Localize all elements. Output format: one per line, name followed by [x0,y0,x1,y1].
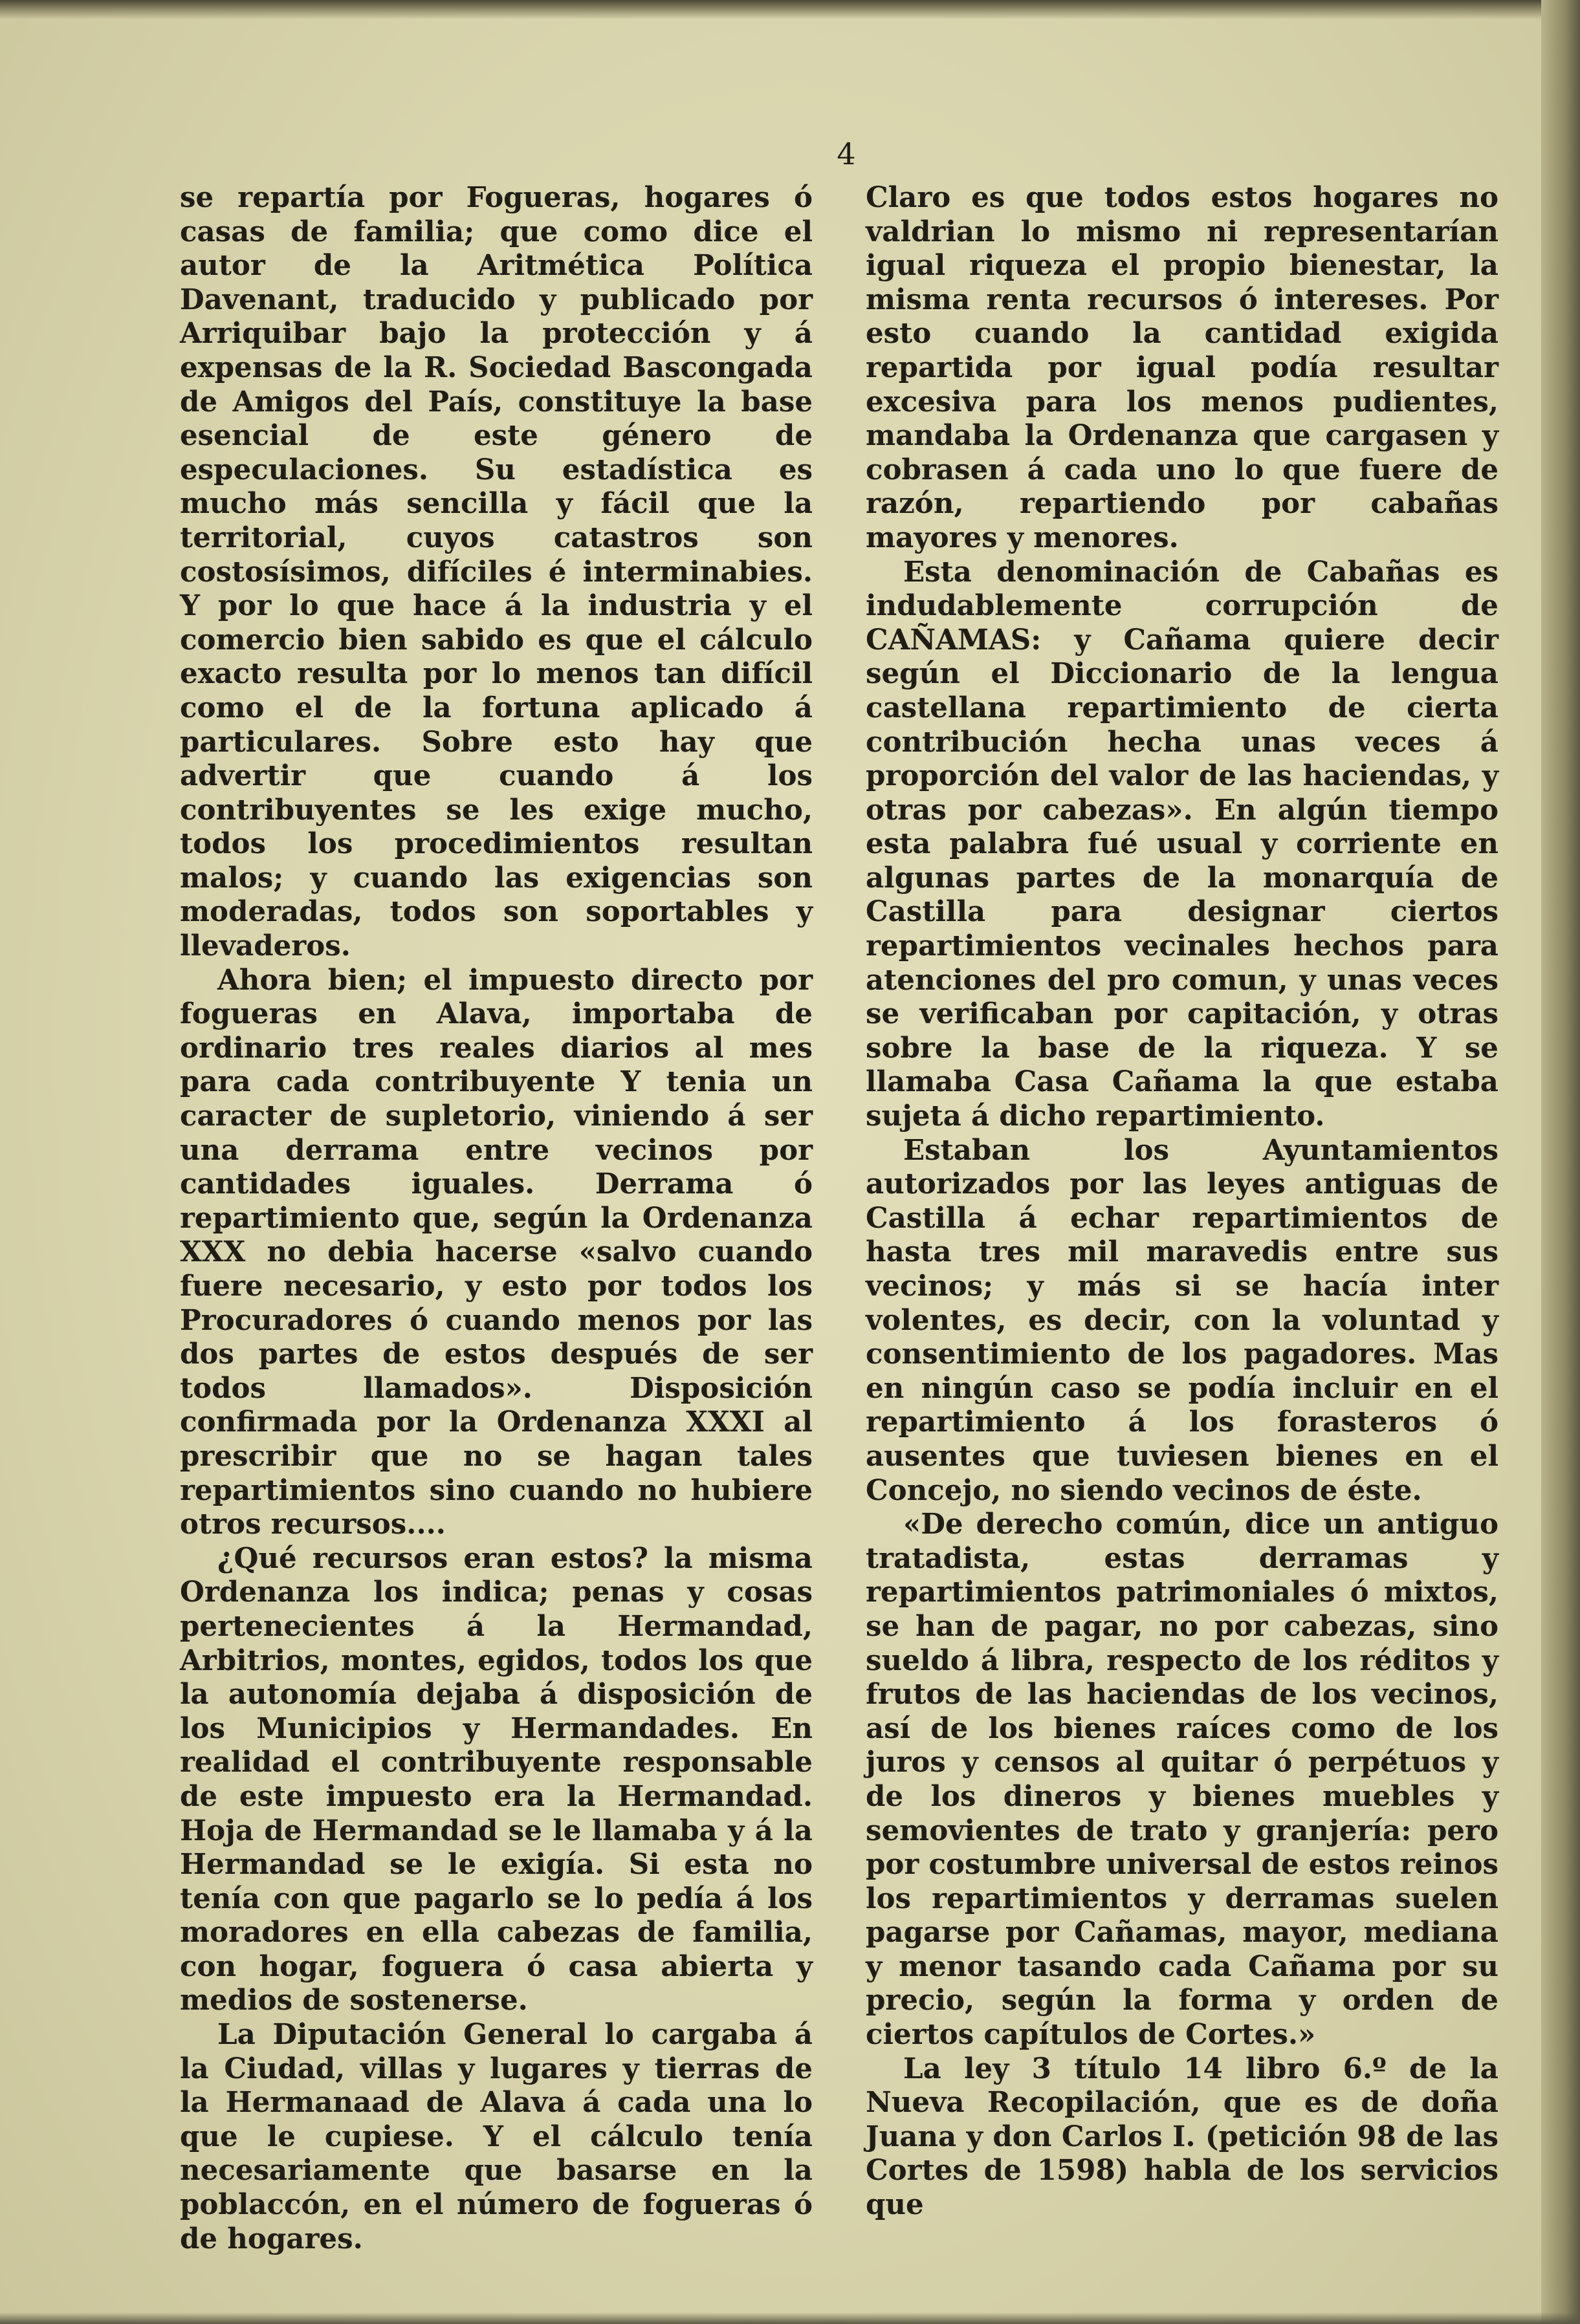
left-paragraph-3: ¿Qué recursos eran estos? la misma Ordenanza los indica; penas y cosas pertenecientes á la Hermandad, Arbitrios, montes, egidos, todos los que la autonomía dejaba á disposición de los Municipios y Hermandades. En realidad el contribuyente responsable de este impuesto era la Hermandad. Hoja de Hermandad se le llamaba y á la Hermandad se le exigía. Si esta no tenía con que pagarlo se lo pedía á los moradores en ella cabezas de familia, con hogar, foguera ó casa abierta y medios de sostenerse. [180,1541,813,2017]
right-paragraph-2: Esta denominación de Cabañas es indudablemente corrupción de CAÑAMAS: y Cañama quiere decir según el Diccionario de la lengua castellana repartimiento de cierta contribución hecha unas veces á proporción del valor de las haciendas, y otras por cabezas». En algún tiempo esta palabra fué usual y corriente en algunas partes de la monarquía de Castilla para designar ciertos repartimientos vecinales hechos para atenciones del pro comun, y unas veces se verificaban por capitación, y otras sobre la base de la riqueza. Y se llamaba Casa Cañama la que estaba sujeta á dicho repartimiento. [866,555,1498,1133]
left-column [180,181,813,2256]
left-paragraph-1: se repartía por Fogueras, hogares ó casas de familia; que como dice el autor de la Aritmética Política Davenant, traducido y publicado por Arriquibar bajo la protección y á expensas de la R. Sociedad Bascongada de Amigos del País, constituye la base esencial de este género de especulaciones. Su estadística es mucho más sencilla y fácil que la territorial, cuyos catastros son costosísimos, difíciles é interminabies. Y por lo que hace á la industria y el comercio bien sabido es que el cálculo exacto resulta por lo menos tan difícil como el de la fortuna aplicado á particulares. Sobre esto hay que advertir que cuando á los contribuyentes se les exige mucho, todos los procedimientos resultan malos; y cuando las exigencias son moderadas, todos son soportables y llevaderos. [180,181,813,963]
right-paragraph-5: La ley 3 título 14 libro 6.º de la Nueva Recopilación, que es de doña Juana y don Carlos I. (petición 98 de las Cortes de 1598) habla de los servicios que [866,2052,1498,2222]
right-paragraph-1: Claro es que todos estos hogares no valdrian lo mismo ni representarían igual riqueza el propio bienestar, la misma renta recursos ó intereses. Por esto cuando la cantidad exigida repartida por igual podía resultar excesiva para los menos pudientes, mandaba la Ordenanza que cargasen y cobrasen á cada uno lo que fuere de razón, repartiendo por cabañas mayores y menores. [866,181,1498,554]
right-paragraph-4: «De derecho común, dice un antiguo tratadista, estas derramas y repartimientos patrimoniales ó mixtos, se han de pagar, no por cabezas, sino sueldo á libra, respecto de los réditos y frutos de las haciendas de los vecinos, así de los bienes raíces como de los juros y censos al quitar ó perpétuos y de los dineros y bienes muebles y semovientes de trato y granjería: pero por costumbre universal de estos reinos los repartimientos y derramas suelen pagarse por Cañamas, mayor, mediana y menor tasando cada Cañama por su precio, según la forma y orden de ciertos capítulos de Cortes.» [866,1508,1498,2052]
right-column [866,181,1498,2222]
page-number: 4 [837,136,856,171]
page-bottom-shadow [0,2312,1580,2324]
page-top-shadow [0,0,1580,19]
left-paragraph-2: Ahora bien; el impuesto directo por fogueras en Alava, importaba de ordinario tres reales diarios al mes para cada contribuyente Y tenia un caracter de supletorio, viniendo á ser una derrama entre vecinos por cantidades iguales. Derrama ó repartimiento que, según la Ordenanza XXX no debia hacerse «salvo cuando fuere necesario, y esto por todos los Procuradores ó cuando menos por las dos partes de estos después de ser todos llamados». Disposición confirmada por la Ordenanza XXXI al prescribir que no se hagan tales repartimientos sino cuando no hubiere otros recursos.... [180,963,813,1541]
left-paragraph-4: La Diputación General lo cargaba á la Ciudad, villas y lugares y tierras de la Hermanaad de Alava á cada una lo que le cupiese. Y el cálculo tenía necesariamente que basarse en la poblaccón, en el número de fogueras ó de hogares. [180,2018,813,2255]
page-right-edge [1541,0,1580,2324]
right-paragraph-3: Estaban los Ayuntamientos autorizados por las leyes antiguas de Castilla á echar repartimientos de hasta tres mil maravedis entre sus vecinos; y más si se hacía inter volentes, es decir, con la voluntad y consentimiento de los pagadores. Mas en ningún caso se podía incluir en el repartimiento á los forasteros ó ausentes que tuviesen bienes en el Concejo, no siendo vecinos de éste. [866,1133,1498,1507]
